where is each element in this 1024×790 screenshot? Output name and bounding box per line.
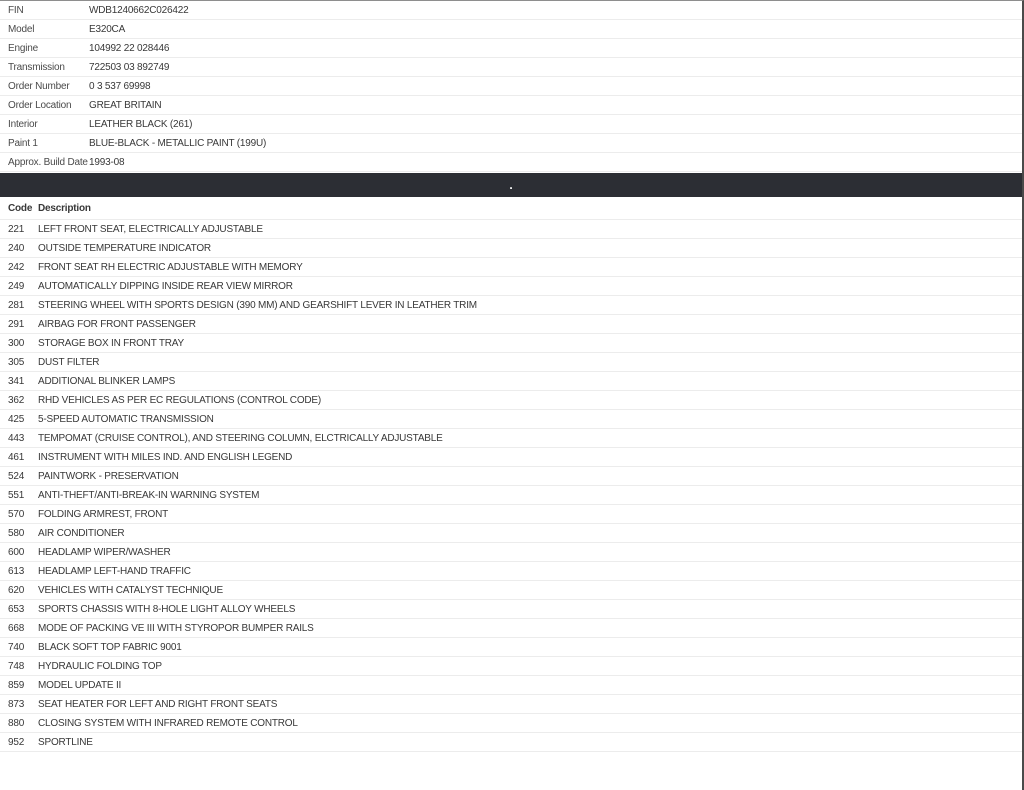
- code-row: [0, 334, 1022, 353]
- description-cell: AIR CONDITIONER: [38, 527, 125, 539]
- code-row: [0, 581, 1022, 600]
- column-header-description: Description: [38, 202, 91, 214]
- description-cell: ANTI-THEFT/ANTI-BREAK-IN WARNING SYSTEM: [38, 489, 260, 501]
- code-cell: 341: [8, 375, 25, 387]
- option-codes-table: [0, 197, 1022, 752]
- code-cell: 859: [8, 679, 25, 691]
- spec-row: [0, 153, 1022, 172]
- description-cell: HEADLAMP WIPER/WASHER: [38, 546, 171, 558]
- spec-value: 1993-08: [89, 156, 125, 168]
- code-row: [0, 239, 1022, 258]
- code-cell: 291: [8, 318, 25, 330]
- code-row: [0, 562, 1022, 581]
- code-row: [0, 296, 1022, 315]
- spec-value: WDB1240662C026422: [89, 4, 189, 16]
- code-cell: 570: [8, 508, 25, 520]
- code-cell: 613: [8, 565, 25, 577]
- description-cell: HYDRAULIC FOLDING TOP: [38, 660, 162, 672]
- description-cell: ADDITIONAL BLINKER LAMPS: [38, 375, 176, 387]
- description-cell: PAINTWORK - PRESERVATION: [38, 470, 179, 482]
- code-row: [0, 353, 1022, 372]
- spec-row: [0, 77, 1022, 96]
- code-cell: 443: [8, 432, 25, 444]
- code-cell: 242: [8, 261, 25, 273]
- code-row: [0, 277, 1022, 296]
- spec-label: Engine: [8, 42, 38, 54]
- code-row: [0, 391, 1022, 410]
- vehicle-spec-table: [0, 1, 1022, 172]
- spec-value: BLUE-BLACK - METALLIC PAINT (199U): [89, 137, 267, 149]
- code-row: [0, 486, 1022, 505]
- spec-value: 722503 03 892749: [89, 61, 170, 73]
- description-cell: AIRBAG FOR FRONT PASSENGER: [38, 318, 196, 330]
- description-cell: STEERING WHEEL WITH SPORTS DESIGN (390 MM) AND GEARSHIFT LEVER IN LEATHER TRIM: [38, 299, 477, 311]
- code-row: [0, 429, 1022, 448]
- spec-value: LEATHER BLACK (261): [89, 118, 193, 130]
- code-cell: 281: [8, 299, 25, 311]
- code-cell: 952: [8, 736, 25, 748]
- code-row: [0, 410, 1022, 429]
- description-cell: 5-SPEED AUTOMATIC TRANSMISSION: [38, 413, 214, 425]
- code-cell: 300: [8, 337, 25, 349]
- code-cell: 740: [8, 641, 25, 653]
- spec-label: Paint 1: [8, 137, 38, 149]
- code-cell: 240: [8, 242, 25, 254]
- description-cell: OUTSIDE TEMPERATURE INDICATOR: [38, 242, 211, 254]
- spec-row: [0, 96, 1022, 115]
- code-cell: 580: [8, 527, 25, 539]
- code-cell: 362: [8, 394, 25, 406]
- description-cell: INSTRUMENT WITH MILES IND. AND ENGLISH LEGEND: [38, 451, 293, 463]
- code-cell: 668: [8, 622, 25, 634]
- code-cell: 551: [8, 489, 25, 501]
- description-cell: MODE OF PACKING VE III WITH STYROPOR BUMPER RAILS: [38, 622, 314, 634]
- spec-label: Interior: [8, 118, 38, 130]
- code-cell: 748: [8, 660, 25, 672]
- code-cell: 461: [8, 451, 25, 463]
- code-row: [0, 372, 1022, 391]
- description-cell: DUST FILTER: [38, 356, 100, 368]
- description-cell: FOLDING ARMREST, FRONT: [38, 508, 169, 520]
- spec-value: GREAT BRITAIN: [89, 99, 162, 111]
- code-cell: 873: [8, 698, 25, 710]
- spec-label: FIN: [8, 4, 24, 16]
- code-row: [0, 467, 1022, 486]
- code-row: [0, 600, 1022, 619]
- description-cell: STORAGE BOX IN FRONT TRAY: [38, 337, 184, 349]
- description-cell: FRONT SEAT RH ELECTRIC ADJUSTABLE WITH MEMORY: [38, 261, 303, 273]
- code-cell: 524: [8, 470, 25, 482]
- codes-header-row: [0, 197, 1022, 220]
- description-cell: LEFT FRONT SEAT, ELECTRICALLY ADJUSTABLE: [38, 223, 263, 235]
- description-cell: HEADLAMP LEFT-HAND TRAFFIC: [38, 565, 191, 577]
- spec-row: [0, 20, 1022, 39]
- options-bar-dot: .: [509, 178, 513, 192]
- spec-label: Order Location: [8, 99, 72, 111]
- spec-row: [0, 134, 1022, 153]
- code-row: [0, 258, 1022, 277]
- spec-label: Model: [8, 23, 35, 35]
- code-row: [0, 619, 1022, 638]
- spec-row: [0, 1, 1022, 20]
- code-row: [0, 657, 1022, 676]
- code-cell: 620: [8, 584, 25, 596]
- spec-label: Approx. Build Date: [8, 156, 88, 168]
- code-row: [0, 505, 1022, 524]
- description-cell: SPORTS CHASSIS WITH 8-HOLE LIGHT ALLOY WHEELS: [38, 603, 296, 615]
- code-row: [0, 543, 1022, 562]
- spec-label: Order Number: [8, 80, 70, 92]
- spec-row: [0, 58, 1022, 77]
- code-row: [0, 220, 1022, 239]
- spec-value: 104992 22 028446: [89, 42, 170, 54]
- code-cell: 653: [8, 603, 25, 615]
- code-row: [0, 733, 1022, 752]
- spec-value: 0 3 537 69998: [89, 80, 151, 92]
- column-header-code: Code: [8, 202, 33, 214]
- code-cell: 305: [8, 356, 25, 368]
- description-cell: CLOSING SYSTEM WITH INFRARED REMOTE CONTROL: [38, 717, 298, 729]
- description-cell: AUTOMATICALLY DIPPING INSIDE REAR VIEW MIRROR: [38, 280, 293, 292]
- code-cell: 249: [8, 280, 25, 292]
- code-cell: 600: [8, 546, 25, 558]
- code-row: [0, 448, 1022, 467]
- description-cell: MODEL UPDATE II: [38, 679, 122, 691]
- code-row: [0, 714, 1022, 733]
- description-cell: SPORTLINE: [38, 736, 93, 748]
- description-cell: RHD VEHICLES AS PER EC REGULATIONS (CONTROL CODE): [38, 394, 322, 406]
- description-cell: VEHICLES WITH CATALYST TECHNIQUE: [38, 584, 223, 596]
- code-row: [0, 524, 1022, 543]
- code-row: [0, 676, 1022, 695]
- options-header-bar: [0, 173, 1022, 197]
- spec-row: [0, 115, 1022, 134]
- code-row: [0, 315, 1022, 334]
- code-row: [0, 695, 1022, 714]
- spec-label: Transmission: [8, 61, 65, 73]
- spec-value: E320CA: [89, 23, 126, 35]
- description-cell: BLACK SOFT TOP FABRIC 9001: [38, 641, 182, 653]
- code-cell: 425: [8, 413, 25, 425]
- code-cell: 221: [8, 223, 25, 235]
- description-cell: TEMPOMAT (CRUISE CONTROL), AND STEERING COLUMN, ELCTRICALLY ADJUSTABLE: [38, 432, 443, 444]
- description-cell: SEAT HEATER FOR LEFT AND RIGHT FRONT SEATS: [38, 698, 278, 710]
- code-row: [0, 638, 1022, 657]
- spec-row: [0, 39, 1022, 58]
- code-cell: 880: [8, 717, 25, 729]
